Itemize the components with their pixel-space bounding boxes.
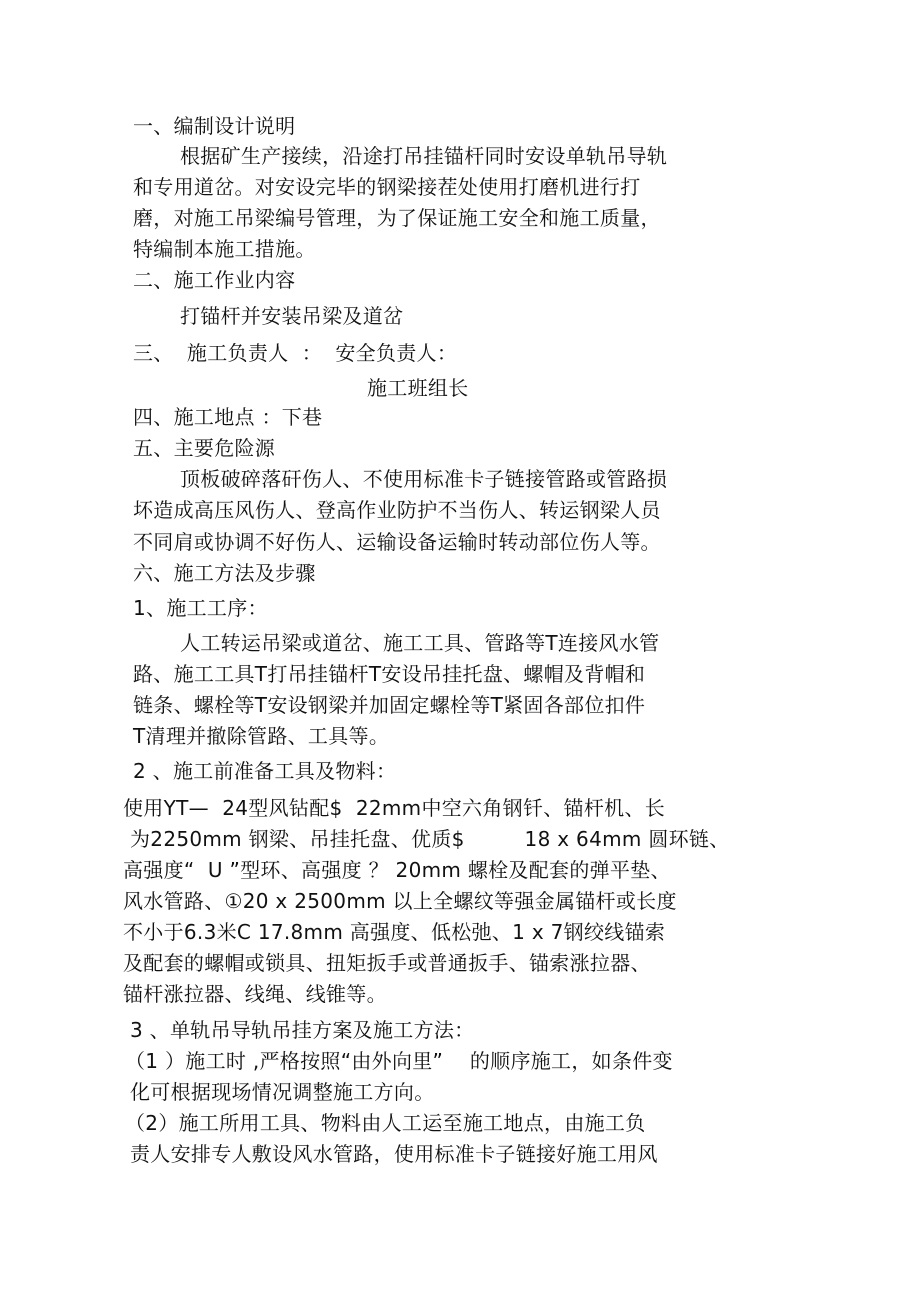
paragraph-line: 施工班组长 xyxy=(367,376,469,400)
paragraph-line: 路、施工工具T打吊挂锚杆T安设吊挂托盘、螺帽及背帽和 xyxy=(133,662,646,686)
subsection-heading-1: 1、施工工序： xyxy=(133,596,268,620)
section-heading-2: 二、施工作业内容 xyxy=(133,268,296,292)
section-heading-5: 五、主要危险源 xyxy=(133,436,276,460)
paragraph-line: 打锚杆并安装吊梁及道岔 xyxy=(180,304,404,328)
paragraph-line: （2）施工所用工具、物料由人工运至施工地点，由施工负 xyxy=(125,1111,646,1135)
paragraph-line: 使用YT— 24型风钻配$ 22mm中空六角钢钎、锚杆机、长 xyxy=(123,796,666,820)
paragraph-line: （1 ）施工时 ,严格按照“由外向里” 的顺序施工，如条件变 xyxy=(125,1049,673,1073)
section-heading-3: 三、 施工负责人 ： 安全负责人： xyxy=(133,341,458,365)
paragraph-line: 人工转运吊梁或道岔、施工工具、管路等T连接风水管 xyxy=(180,631,660,655)
paragraph-line: 高强度“ U ”型环、高强度 ？ 20mm 螺栓及配套的弹平垫、 xyxy=(123,858,671,882)
paragraph-line: 根据矿生产接续，沿途打吊挂锚杆同时安设单轨吊导轨 xyxy=(180,144,668,168)
section-heading-6: 六、施工方法及步骤 xyxy=(133,561,316,585)
paragraph-line: 风水管路、①20 x 2500mm 以上全螺纹等强金属锚杆或长度 xyxy=(123,889,677,913)
paragraph-line: 和专用道岔。对安设完毕的钢梁接茬处使用打磨机进行打 xyxy=(133,175,641,199)
paragraph-line: 顶板破碎落矸伤人、不使用标准卡子链接管路或管路损 xyxy=(180,467,668,491)
section-heading-4: 四、施工地点 ：下巷 xyxy=(133,405,323,429)
subsection-heading-3: 3 、单轨吊导轨吊挂方案及施工方法： xyxy=(130,1018,475,1042)
paragraph-line: 责人安排专人敷设风水管路，使用标准卡子链接好施工用风 xyxy=(130,1142,658,1166)
paragraph-line: 不小于6.3米C 17.8mm 高强度、低松弛、1 x 7钢绞线锚索 xyxy=(123,920,666,944)
paragraph-line: 不同肩或协调不好伤人、运输设备运输时转动部位伤人等。 xyxy=(133,530,661,554)
paragraph-line: 为2250mm 钢梁、吊挂托盘、优质$ 18 x 64mm 圆环链、 xyxy=(130,827,730,851)
paragraph-line: 锚杆涨拉器、线绳、线锥等。 xyxy=(123,982,387,1006)
paragraph-line: 特编制本施工措施。 xyxy=(133,237,316,261)
paragraph-line: 及配套的螺帽或锁具、扭矩扳手或普通扳手、锚索涨拉器、 xyxy=(123,951,651,975)
section-heading-1: 一、编制设计说明 xyxy=(133,114,296,138)
paragraph-line: 化可根据现场情况调整施工方向。 xyxy=(130,1080,435,1104)
subsection-heading-2: 2 、施工前准备工具及物料： xyxy=(133,759,397,783)
paragraph-line: T清理并撤除管路、工具等。 xyxy=(133,724,390,748)
paragraph-line: 坏造成高压风伤人、登高作业防护不当伤人、转运钢梁人员 xyxy=(133,498,661,522)
paragraph-line: 磨，对施工吊梁编号管理，为了保证施工安全和施工质量， xyxy=(133,206,661,230)
paragraph-line: 链条、螺栓等T安设钢梁并加固定螺栓等T紧固各部位扣件 xyxy=(133,693,646,717)
